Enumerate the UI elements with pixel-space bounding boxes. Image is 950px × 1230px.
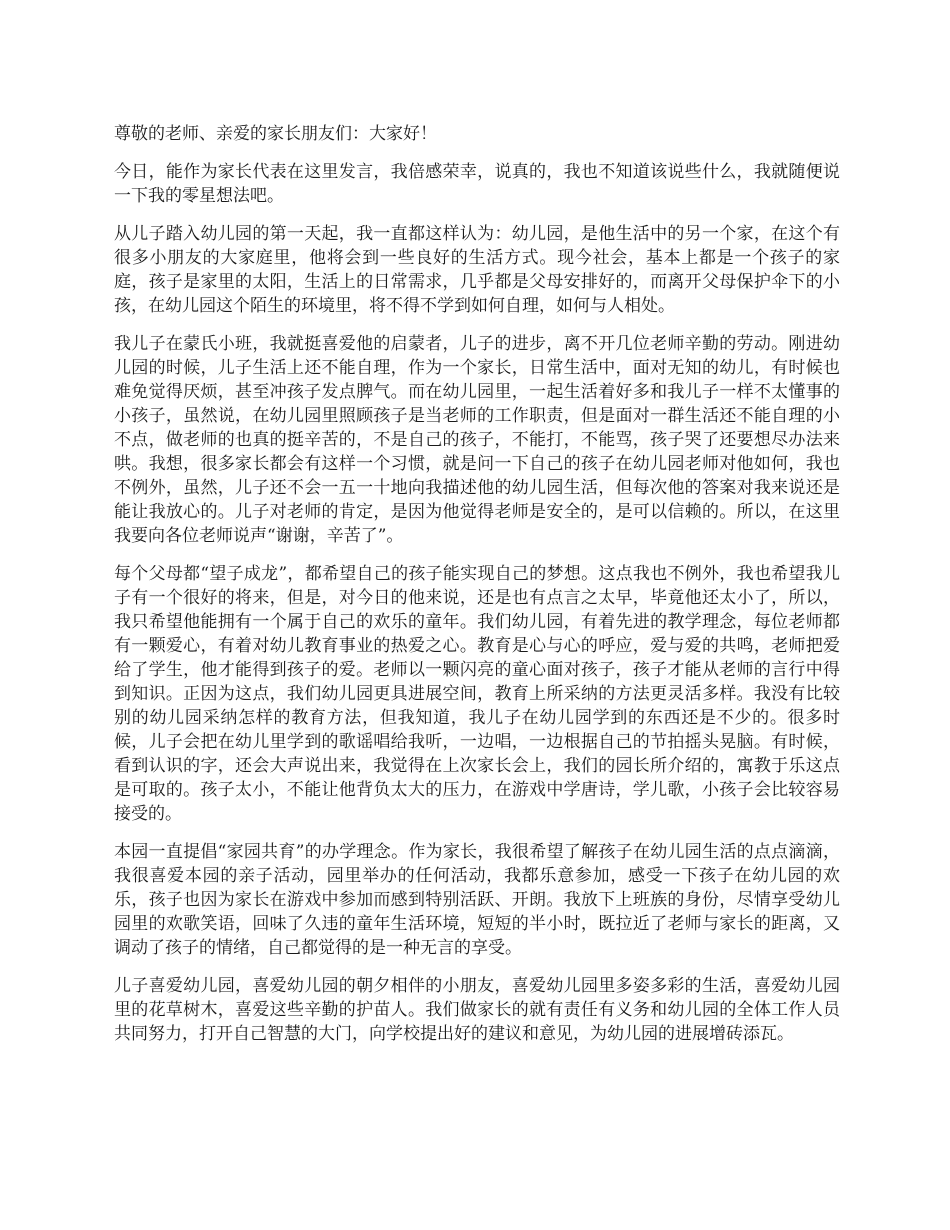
paragraph-teachers-thanks: 我儿子在蒙氏小班，我就挺喜爱他的启蒙者，儿子的进步，离不开几位老师辛勤的劳动。刚进幼儿园的时候，儿子生活上还不能自理，作为一个家长，日常生活中，面对无知的幼儿，有时候也难免觉得厌烦，甚至冲孩子发点脾气。而在幼儿园里，一起生活着好多和我儿子一样不太懂事的小孩子，虽然说，在幼儿园里照顾孩子是当老师的工作职责，但是面对一群生活还不能自理的小不点，做老师的也真的挺辛苦的，不是自己的孩子，不能打，不能骂，孩子哭了还要想尽办法来哄。我想，很多家长都会有这样一个习惯，就是问一下自己的孩子在幼儿园老师对他如何，我也不例外，虽然，儿子还不会一五一十地向我描述他的幼儿园生活，但每次他的答案对我来说还是能让我放心的。儿子对老师的肯定，是因为他觉得老师是安全的，是可以信赖的。所以，在这里我要向各位老师说声“谢谢，辛苦了”。 xyxy=(114,334,840,546)
paragraph-expectations: 每个父母都“望子成龙”，都希望自己的孩子能实现自己的梦想。这点我也不例外，我也希望我儿子有一个很好的将来，但是，对今日的他来说，还是也有点言之太早，毕竟他还太小了，所以，我只希望他能拥有一个属于自己的欢乐的童年。我们幼儿园，有着先进的教学理念，每位老师都有一颗爱心，有着对幼儿教育事业的热爱之心。教育是心与心的呼应，爱与爱的共鸣，老师把爱给了学生，他才能得到孩子的爱。老师以一颗闪亮的童心面对孩子，孩子才能从老师的言行中得到知识。正因为这点，我们幼儿园更具进展空间，教育上所采纳的方法更灵活多样。我没有比较别的幼儿园采纳怎样的教育方法，但我知道，我儿子在幼儿园学到的东西还是不少的。很多时候，儿子会把在幼儿里学到的歌谣唱给我听，一边唱，一边根据自己的节拍摇头晃脑。有时候，看到认识的字，还会大声说出来，我觉得在上次家长会上，我们的园长所介绍的，寓教于乐这点是可取的。孩子太小，不能让他背负太大的压力，在游戏中学唐诗，学儿歌，小孩子会比较容易接受的。 xyxy=(114,564,840,824)
document-body xyxy=(114,122,840,1060)
paragraph-home-school: 本园一直提倡“家园共育”的办学理念。作为家长，我很希望了解孩子在幼儿园生活的点点滴滴，我很喜爱本园的亲子活动，园里举办的任何活动，我都乐意参加，感受一下孩子在幼儿园的欢乐，孩子也因为家长在游戏中参加而感到特别活跃、开朗。我放下上班族的身份，尽情享受幼儿园里的欢歌笑语，回味了久违的童年生活环境，短短的半小时，既拉近了老师与家长的距离，又调动了孩子的情绪，自己都觉得的是一种无言的享受。 xyxy=(114,842,840,958)
paragraph-first-day: 从儿子踏入幼儿园的第一天起，我一直都这样认为：幼儿园，是他生活中的另一个家，在这个有很多小朋友的大家庭里，他将会到一些良好的生活方式。现今社会，基本上都是一个孩子的家庭，孩子是家里的太阳，生活上的日常需求，几乎都是父母安排好的，而离开父母保护伞下的小孩，在幼儿园这个陌生的环境里，将不得不学到如何自理，如何与人相处。 xyxy=(114,224,840,316)
paragraph-closing: 儿子喜爱幼儿园，喜爱幼儿园的朝夕相伴的小朋友，喜爱幼儿园里多姿多彩的生活，喜爱幼儿园里的花草树木，喜爱这些辛勤的护苗人。我们做家长的就有责任有义务和幼儿园的全体工作人员共同努力，打开自己智慧的大门，向学校提出好的建议和意见，为幼儿园的进展增砖添瓦。 xyxy=(114,976,840,1044)
paragraph-intro: 今日，能作为家长代表在这里发言，我倍感荣幸，说真的，我也不知道该说些什么，我就随便说一下我的零星想法吧。 xyxy=(114,162,840,206)
greeting-line: 尊敬的老师、亲爱的家长朋友们：大家好！ xyxy=(114,124,437,144)
